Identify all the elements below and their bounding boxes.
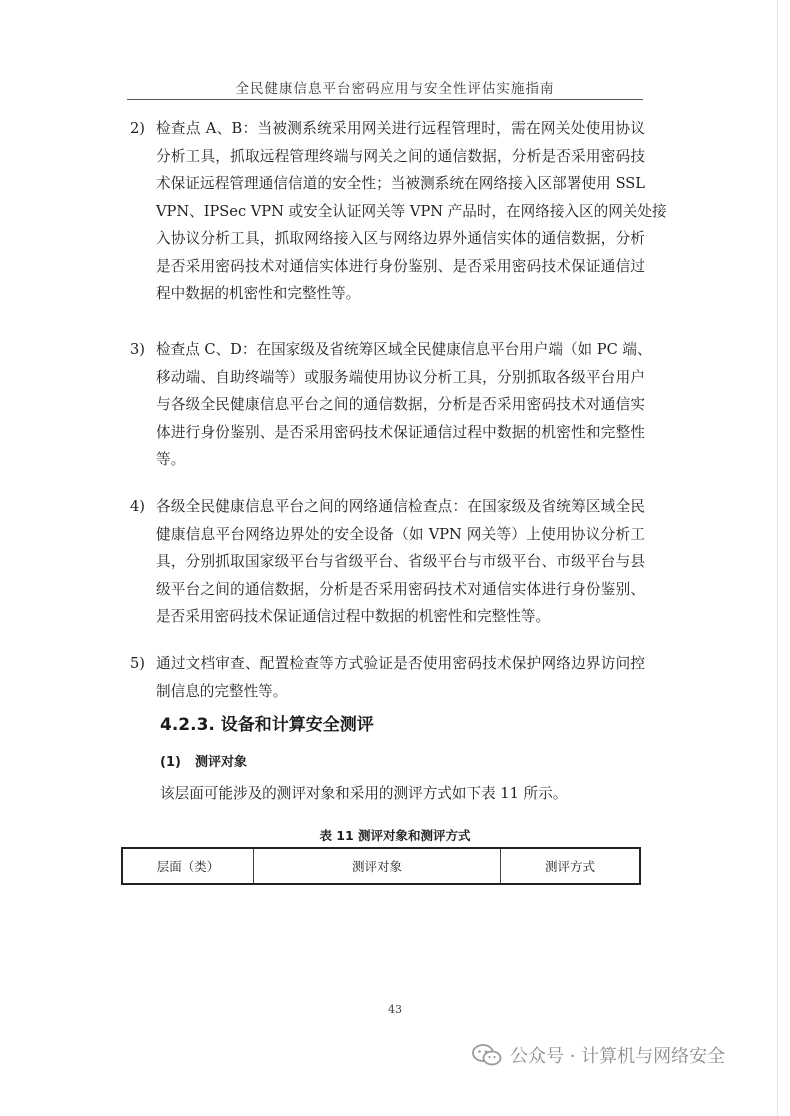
text-line: 体进行身份鉴别、是否采用密码技术保证通信过程中数据的机密性和完整性 xyxy=(156,423,645,441)
text-line: 通过文档审查、配置检查等方式验证是否使用密码技术保护网络边界访问控 xyxy=(156,655,645,672)
text-line: 入协议分析工具，抓取网络接入区与网络边界外通信实体的通信数据，分析 xyxy=(156,230,645,247)
running-header: 全民健康信息平台密码应用与安全性评估实施指南 xyxy=(235,81,555,97)
list-item-number: 4) xyxy=(130,498,145,515)
table-header-cell: 测评对象 xyxy=(254,849,501,883)
text-line: 检查点 A、B：当被测系统采用网关进行远程管理时，需在网关处使用协议 xyxy=(156,120,645,137)
list-item xyxy=(130,650,645,705)
watermark-text: 公众号 · 计算机与网络安全 xyxy=(510,1046,726,1067)
text-line: 与各级全民健康信息平台之间的通信数据，分析是否采用密码技术对通信实 xyxy=(156,396,645,413)
text-line: 检查点 C、D：在国家级及省统筹区域全民健康信息平台用户端（如 PC 端、 xyxy=(156,341,652,358)
list-item-body xyxy=(156,493,645,631)
section-heading: 4.2.3. 设备和计算安全测评 xyxy=(160,715,374,735)
list-item-number: 2) xyxy=(130,120,145,137)
text-line: 健康信息平台网络边界处的安全设备（如 VPN 网关等）上使用协议分析工 xyxy=(156,525,645,543)
page-edge-line xyxy=(777,0,778,1116)
intro-paragraph: 该层面可能涉及的测评对象和采用的测评方式如下表 11 所示。 xyxy=(160,785,568,802)
sub-heading xyxy=(160,751,247,770)
watermark xyxy=(472,1042,725,1068)
text-line: 程中数据的机密性和完整性等。 xyxy=(156,285,361,302)
text-line: 级平台之间的通信数据，分析是否采用密码技术对通信实体进行身份鉴别、 xyxy=(156,580,645,598)
list-item xyxy=(130,493,645,631)
text-line: 术保证远程管理通信信道的安全性；当被测系统在网络接入区部署使用 SSL xyxy=(156,175,645,192)
list-item-number: 3) xyxy=(130,341,145,358)
wechat-icon xyxy=(472,1043,502,1067)
text-line: 制信息的完整性等。 xyxy=(156,682,288,700)
text-line: 分析工具，抓取远程管理终端与网关之间的通信数据，分析是否采用密码技 xyxy=(156,147,645,165)
list-item xyxy=(130,336,652,474)
evaluation-table xyxy=(121,847,641,885)
list-item-body xyxy=(156,650,645,705)
list-item xyxy=(130,115,667,308)
text-line: 各级全民健康信息平台之间的网络通信检查点：在国家级及省统筹区域全民 xyxy=(156,498,645,515)
text-line: 是否采用密码技术保证通信过程中数据的机密性和完整性等。 xyxy=(156,608,551,625)
table-header-cell: 层面（类） xyxy=(123,849,254,883)
text-line: 移动端、自助终端等）或服务端使用协议分析工具，分别抓取各级平台用户 xyxy=(156,368,645,386)
sub-heading-title: 测评对象 xyxy=(194,755,247,770)
page-number: 43 xyxy=(388,1003,402,1016)
text-line: 具，分别抓取国家级平台与省级平台、省级平台与市级平台、市级平台与县 xyxy=(156,553,645,570)
text-line: 是否采用密码技术对通信实体进行身份鉴别、是否采用密码技术保证通信过 xyxy=(156,257,645,275)
header-rule xyxy=(127,99,643,100)
sub-heading-number: (1) xyxy=(160,755,181,770)
table-header-cell: 测评方式 xyxy=(544,859,595,874)
text-line: VPN、IPSec VPN 或安全认证网关等 VPN 产品时，在网络接入区的网关处接 xyxy=(156,202,667,220)
list-item-number: 5) xyxy=(130,655,145,672)
list-item-body xyxy=(156,115,667,308)
list-item-body xyxy=(156,336,652,474)
table-caption: 表 11 测评对象和测评方式 xyxy=(319,828,471,843)
text-line: 等。 xyxy=(156,451,186,468)
